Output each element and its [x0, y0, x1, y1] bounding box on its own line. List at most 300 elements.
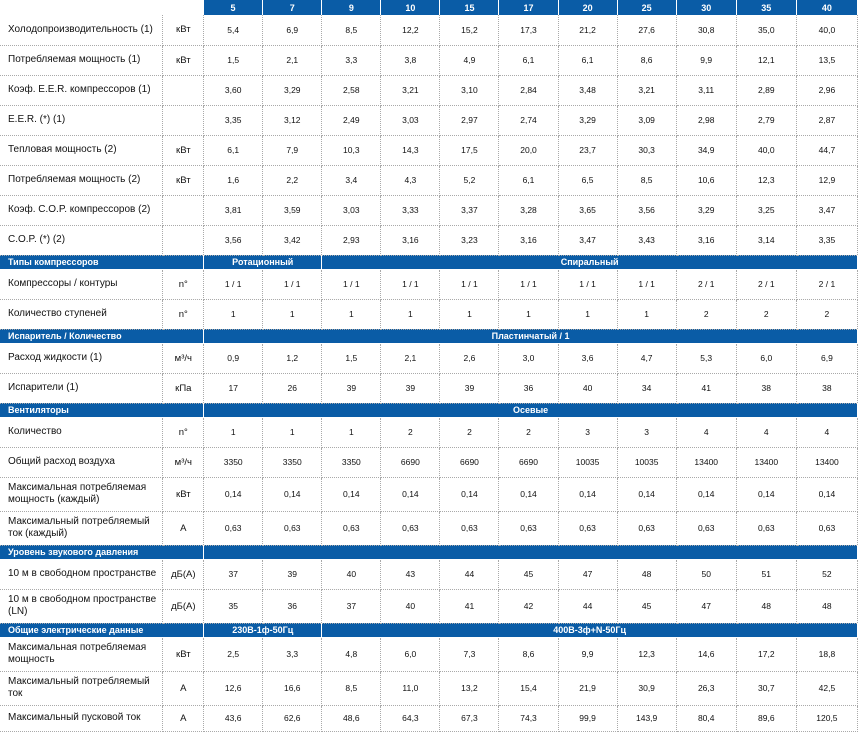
cell-value: 0,63: [322, 511, 381, 545]
cell-value: 11,0: [381, 671, 440, 705]
table-row: [0, 195, 858, 225]
cell-value: 3,28: [499, 195, 558, 225]
row-label: Количество: [0, 417, 163, 447]
table-row: [0, 477, 858, 511]
cell-value: 10,6: [676, 165, 736, 195]
cell-value: 8,5: [617, 165, 676, 195]
cell-value: 0,63: [499, 511, 558, 545]
cell-value: 1 / 1: [617, 269, 676, 299]
cell-value: 12,9: [796, 165, 857, 195]
cell-value: 2,58: [322, 75, 381, 105]
cell-value: 0,63: [617, 511, 676, 545]
row-unit: кВт: [163, 165, 204, 195]
row-label: Тепловая мощность (2): [0, 135, 163, 165]
cell-value: 6690: [499, 447, 558, 477]
row-label: 10 м в свободном пространстве: [0, 559, 163, 589]
cell-value: 30,9: [617, 671, 676, 705]
cell-value: 35: [204, 589, 263, 623]
section-span-value: Пластинчатый / 1: [204, 329, 858, 343]
cell-value: 2,79: [736, 105, 796, 135]
cell-value: 39: [322, 373, 381, 403]
cell-value: 2: [381, 417, 440, 447]
cell-value: 0,63: [440, 511, 499, 545]
row-unit: кВт: [163, 477, 204, 511]
row-unit: n°: [163, 417, 204, 447]
row-label: 10 м в свободном пространстве (LN): [0, 589, 163, 623]
cell-value: 42: [499, 589, 558, 623]
cell-value: 43: [381, 559, 440, 589]
table-row: [0, 105, 858, 135]
cell-value: 40,0: [736, 135, 796, 165]
section-header-row: [0, 623, 858, 637]
cell-value: 2,89: [736, 75, 796, 105]
row-label: Количество ступеней: [0, 299, 163, 329]
cell-value: 13,5: [796, 45, 857, 75]
section-span-value: Спиральный: [322, 255, 858, 269]
cell-value: 51: [736, 559, 796, 589]
cell-value: 15,4: [499, 671, 558, 705]
cell-value: 12,3: [617, 637, 676, 671]
cell-value: 4,9: [440, 45, 499, 75]
cell-value: 3,21: [617, 75, 676, 105]
cell-value: 0,14: [617, 477, 676, 511]
cell-value: 47: [676, 589, 736, 623]
row-label: Холодопроизводительность (1): [0, 15, 163, 45]
cell-value: 40: [381, 589, 440, 623]
cell-value: 0,63: [263, 511, 322, 545]
cell-value: 0,14: [736, 477, 796, 511]
table-row: [0, 165, 858, 195]
cell-value: 7,3: [440, 637, 499, 671]
cell-value: 8,6: [617, 45, 676, 75]
cell-value: 0,14: [381, 477, 440, 511]
model-header: 20: [558, 0, 617, 15]
cell-value: 10035: [558, 447, 617, 477]
cell-value: 3,35: [204, 105, 263, 135]
cell-value: 1: [499, 299, 558, 329]
cell-value: 34,9: [676, 135, 736, 165]
cell-value: 30,7: [736, 671, 796, 705]
cell-value: 41: [676, 373, 736, 403]
cell-value: 4: [676, 417, 736, 447]
model-header: 25: [617, 0, 676, 15]
cell-value: 6,9: [263, 15, 322, 45]
table-row: [0, 559, 858, 589]
cell-value: 1: [322, 417, 381, 447]
cell-value: 39: [440, 373, 499, 403]
section-header-row: [0, 329, 858, 343]
table-row: [0, 417, 858, 447]
cell-value: 3350: [204, 447, 263, 477]
cell-value: 7,9: [263, 135, 322, 165]
cell-value: 13400: [736, 447, 796, 477]
row-label: Максимальный пусковой ток: [0, 705, 163, 731]
cell-value: 3,8: [381, 45, 440, 75]
cell-value: 0,14: [676, 477, 736, 511]
cell-value: 17: [204, 373, 263, 403]
cell-value: 40: [558, 373, 617, 403]
cell-value: 26,3: [676, 671, 736, 705]
row-unit: [163, 75, 204, 105]
cell-value: 39: [381, 373, 440, 403]
cell-value: 5,4: [204, 15, 263, 45]
model-header: 35: [736, 0, 796, 15]
row-unit: кВт: [163, 45, 204, 75]
cell-value: 3,16: [381, 225, 440, 255]
cell-value: 8,6: [499, 637, 558, 671]
cell-value: 1: [204, 417, 263, 447]
row-unit: кВт: [163, 15, 204, 45]
cell-value: 47: [558, 559, 617, 589]
row-label: Максимальный потребляемый ток: [0, 671, 163, 705]
cell-value: 12,3: [736, 165, 796, 195]
cell-value: 3,29: [558, 105, 617, 135]
cell-value: 5,2: [440, 165, 499, 195]
cell-value: 4,7: [617, 343, 676, 373]
section-title: Уровень звукового давления: [0, 545, 204, 559]
cell-value: 2: [499, 417, 558, 447]
cell-value: 6,5: [558, 165, 617, 195]
row-unit: n°: [163, 299, 204, 329]
cell-value: 3,16: [676, 225, 736, 255]
row-unit: [163, 195, 204, 225]
table-row: [0, 589, 858, 623]
cell-value: 3,29: [263, 75, 322, 105]
row-label: Коэф. E.E.R. компрессоров (1): [0, 75, 163, 105]
header-blank: [0, 0, 204, 15]
section-span-value: 400В-3ф+N-50Гц: [322, 623, 858, 637]
model-header: 7: [263, 0, 322, 15]
cell-value: 9,9: [676, 45, 736, 75]
cell-value: 2,2: [263, 165, 322, 195]
cell-value: 3,56: [204, 225, 263, 255]
section-title: Вентиляторы: [0, 403, 204, 417]
cell-value: 3,43: [617, 225, 676, 255]
cell-value: 27,6: [617, 15, 676, 45]
cell-value: 21,2: [558, 15, 617, 45]
cell-value: 2,1: [381, 343, 440, 373]
cell-value: 6,0: [381, 637, 440, 671]
section-header-row: [0, 403, 858, 417]
cell-value: 37: [204, 559, 263, 589]
cell-value: 52: [796, 559, 857, 589]
cell-value: 3: [558, 417, 617, 447]
cell-value: 6,1: [558, 45, 617, 75]
row-unit: A: [163, 705, 204, 731]
cell-value: 3350: [322, 447, 381, 477]
cell-value: 1,5: [322, 343, 381, 373]
cell-value: 2: [440, 417, 499, 447]
section-span-value: Осевые: [204, 403, 858, 417]
section-header-row: [0, 255, 858, 269]
cell-value: 13,2: [440, 671, 499, 705]
cell-value: 0,14: [796, 477, 857, 511]
cell-value: 4,8: [322, 637, 381, 671]
cell-value: 37: [322, 589, 381, 623]
cell-value: 40: [322, 559, 381, 589]
cell-value: 3,09: [617, 105, 676, 135]
cell-value: 3,47: [796, 195, 857, 225]
cell-value: 3,16: [499, 225, 558, 255]
cell-value: 62,6: [263, 705, 322, 731]
cell-value: 26: [263, 373, 322, 403]
cell-value: 23,7: [558, 135, 617, 165]
cell-value: 2,49: [322, 105, 381, 135]
cell-value: 8,5: [322, 15, 381, 45]
cell-value: 64,3: [381, 705, 440, 731]
cell-value: 12,2: [381, 15, 440, 45]
cell-value: 48: [796, 589, 857, 623]
cell-value: 6690: [381, 447, 440, 477]
cell-value: 1: [617, 299, 676, 329]
cell-value: 3,59: [263, 195, 322, 225]
cell-value: 1: [322, 299, 381, 329]
cell-value: 2 / 1: [736, 269, 796, 299]
cell-value: 2,98: [676, 105, 736, 135]
cell-value: 4,3: [381, 165, 440, 195]
cell-value: 1,6: [204, 165, 263, 195]
table-row: [0, 511, 858, 545]
cell-value: 5,3: [676, 343, 736, 373]
cell-value: 3350: [263, 447, 322, 477]
cell-value: 0,63: [676, 511, 736, 545]
cell-value: 2,97: [440, 105, 499, 135]
cell-value: 1 / 1: [204, 269, 263, 299]
section-span-empty: [204, 545, 858, 559]
cell-value: 3,23: [440, 225, 499, 255]
cell-value: 44,7: [796, 135, 857, 165]
cell-value: 1 / 1: [322, 269, 381, 299]
cell-value: 3,60: [204, 75, 263, 105]
cell-value: 6,1: [499, 165, 558, 195]
row-unit: [163, 105, 204, 135]
cell-value: 17,5: [440, 135, 499, 165]
section-span-value: Ротационный: [204, 255, 322, 269]
table-row: [0, 671, 858, 705]
cell-value: 0,63: [204, 511, 263, 545]
cell-value: 10035: [617, 447, 676, 477]
cell-value: 4: [736, 417, 796, 447]
cell-value: 0,14: [440, 477, 499, 511]
cell-value: 43,6: [204, 705, 263, 731]
table-row: [0, 15, 858, 45]
cell-value: 16,6: [263, 671, 322, 705]
cell-value: 1 / 1: [499, 269, 558, 299]
cell-value: 1: [263, 417, 322, 447]
cell-value: 3,03: [322, 195, 381, 225]
table-row: [0, 45, 858, 75]
row-unit: дБ(A): [163, 589, 204, 623]
table-row: [0, 225, 858, 255]
cell-value: 45: [499, 559, 558, 589]
cell-value: 99,9: [558, 705, 617, 731]
cell-value: 120,5: [796, 705, 857, 731]
row-label: E.E.R. (*) (1): [0, 105, 163, 135]
cell-value: 17,3: [499, 15, 558, 45]
cell-value: 3,10: [440, 75, 499, 105]
cell-value: 0,63: [381, 511, 440, 545]
cell-value: 3,0: [499, 343, 558, 373]
cell-value: 6,9: [796, 343, 857, 373]
cell-value: 3: [617, 417, 676, 447]
cell-value: 1: [381, 299, 440, 329]
cell-value: 3,12: [263, 105, 322, 135]
model-header: 15: [440, 0, 499, 15]
cell-value: 2,87: [796, 105, 857, 135]
cell-value: 8,5: [322, 671, 381, 705]
cell-value: 3,03: [381, 105, 440, 135]
cell-value: 1: [263, 299, 322, 329]
cell-value: 3,25: [736, 195, 796, 225]
cell-value: 50: [676, 559, 736, 589]
cell-value: 0,9: [204, 343, 263, 373]
cell-value: 44: [440, 559, 499, 589]
cell-value: 17,2: [736, 637, 796, 671]
cell-value: 3,37: [440, 195, 499, 225]
row-label: Расход жидкости (1): [0, 343, 163, 373]
cell-value: 2,84: [499, 75, 558, 105]
section-title: Испаритель / Количество: [0, 329, 204, 343]
table-row: [0, 299, 858, 329]
cell-value: 2: [676, 299, 736, 329]
cell-value: 2,96: [796, 75, 857, 105]
row-label: Максимальная потребляемая мощность: [0, 637, 163, 671]
cell-value: 1 / 1: [440, 269, 499, 299]
section-header-row: [0, 545, 858, 559]
cell-value: 35,0: [736, 15, 796, 45]
cell-value: 2 / 1: [796, 269, 857, 299]
cell-value: 44: [558, 589, 617, 623]
cell-value: 3,56: [617, 195, 676, 225]
row-label: Испарители (1): [0, 373, 163, 403]
cell-value: 3,11: [676, 75, 736, 105]
cell-value: 2: [796, 299, 857, 329]
cell-value: 48: [736, 589, 796, 623]
cell-value: 143,9: [617, 705, 676, 731]
cell-value: 48,6: [322, 705, 381, 731]
cell-value: 3,14: [736, 225, 796, 255]
cell-value: 13400: [676, 447, 736, 477]
cell-value: 3,6: [558, 343, 617, 373]
cell-value: 12,6: [204, 671, 263, 705]
model-header: 17: [499, 0, 558, 15]
model-header: 30: [676, 0, 736, 15]
row-unit: дБ(A): [163, 559, 204, 589]
model-header: 40: [796, 0, 857, 15]
cell-value: 21,9: [558, 671, 617, 705]
cell-value: 13400: [796, 447, 857, 477]
cell-value: 1: [204, 299, 263, 329]
cell-value: 3,33: [381, 195, 440, 225]
cell-value: 0,14: [263, 477, 322, 511]
cell-value: 3,47: [558, 225, 617, 255]
row-label: Общий расход воздуха: [0, 447, 163, 477]
cell-value: 10,3: [322, 135, 381, 165]
cell-value: 14,3: [381, 135, 440, 165]
row-unit: кВт: [163, 135, 204, 165]
cell-value: 42,5: [796, 671, 857, 705]
cell-value: 3,3: [263, 637, 322, 671]
cell-value: 3,21: [381, 75, 440, 105]
cell-value: 6,1: [204, 135, 263, 165]
cell-value: 1: [440, 299, 499, 329]
cell-value: 3,4: [322, 165, 381, 195]
cell-value: 89,6: [736, 705, 796, 731]
cell-value: 15,2: [440, 15, 499, 45]
row-unit: [163, 225, 204, 255]
row-unit: A: [163, 671, 204, 705]
cell-value: 3,42: [263, 225, 322, 255]
cell-value: 48: [617, 559, 676, 589]
cell-value: 0,63: [558, 511, 617, 545]
cell-value: 6690: [440, 447, 499, 477]
cell-value: 30,8: [676, 15, 736, 45]
model-header: 9: [322, 0, 381, 15]
cell-value: 0,63: [736, 511, 796, 545]
model-header: 5: [204, 0, 263, 15]
cell-value: 0,14: [499, 477, 558, 511]
cell-value: 20,0: [499, 135, 558, 165]
cell-value: 3,81: [204, 195, 263, 225]
cell-value: 3,48: [558, 75, 617, 105]
cell-value: 34: [617, 373, 676, 403]
row-unit: A: [163, 511, 204, 545]
cell-value: 12,1: [736, 45, 796, 75]
cell-value: 45: [617, 589, 676, 623]
cell-value: 30,3: [617, 135, 676, 165]
cell-value: 9,9: [558, 637, 617, 671]
cell-value: 0,63: [796, 511, 857, 545]
cell-value: 6,0: [736, 343, 796, 373]
section-title: Типы компрессоров: [0, 255, 204, 269]
cell-value: 3,3: [322, 45, 381, 75]
cell-value: 0,14: [322, 477, 381, 511]
row-label: C.O.P. (*) (2): [0, 225, 163, 255]
cell-value: 1 / 1: [558, 269, 617, 299]
cell-value: 14,6: [676, 637, 736, 671]
cell-value: 36: [263, 589, 322, 623]
row-label: Максимальная потребляемая мощность (каждый): [0, 477, 163, 511]
model-header: 10: [381, 0, 440, 15]
row-label: Коэф. C.O.P. компрессоров (2): [0, 195, 163, 225]
cell-value: 2,93: [322, 225, 381, 255]
cell-value: 1: [558, 299, 617, 329]
cell-value: 2,6: [440, 343, 499, 373]
cell-value: 39: [263, 559, 322, 589]
section-span-value: 230В-1ф-50Гц: [204, 623, 322, 637]
cell-value: 0,14: [204, 477, 263, 511]
cell-value: 3,29: [676, 195, 736, 225]
cell-value: 2: [736, 299, 796, 329]
cell-value: 1 / 1: [381, 269, 440, 299]
cell-value: 80,4: [676, 705, 736, 731]
section-title: Общие электрические данные: [0, 623, 204, 637]
table-row: [0, 75, 858, 105]
cell-value: 36: [499, 373, 558, 403]
cell-value: 1,5: [204, 45, 263, 75]
table-row: [0, 343, 858, 373]
table-row: [0, 705, 858, 731]
cell-value: 2,1: [263, 45, 322, 75]
cell-value: 6,1: [499, 45, 558, 75]
table-row: [0, 637, 858, 671]
row-label: Потребляемая мощность (2): [0, 165, 163, 195]
row-label: Потребляемая мощность (1): [0, 45, 163, 75]
table-row: [0, 269, 858, 299]
model-header-row: [0, 0, 858, 15]
cell-value: 2,74: [499, 105, 558, 135]
cell-value: 2 / 1: [676, 269, 736, 299]
